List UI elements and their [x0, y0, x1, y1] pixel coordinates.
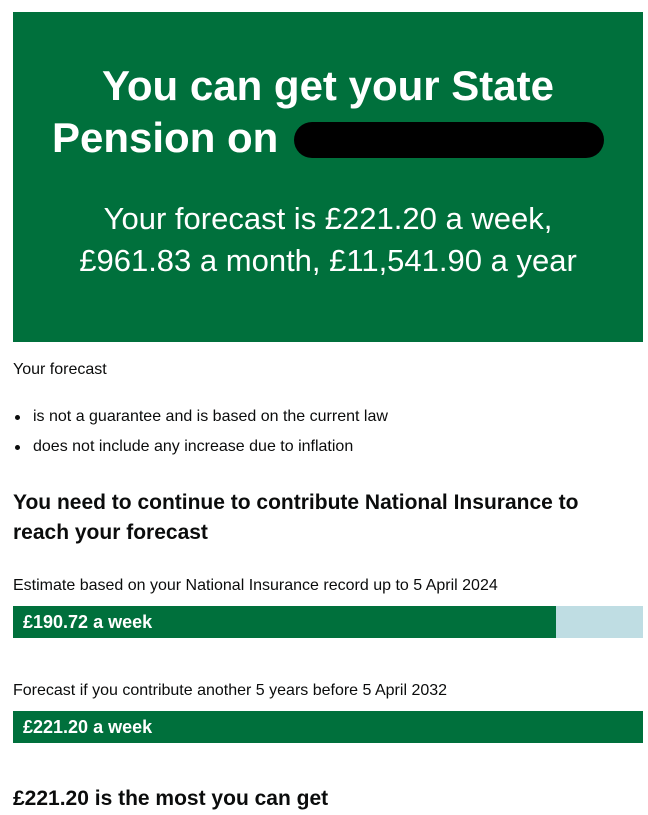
your-forecast-intro: Your forecast — [13, 361, 107, 378]
state-pension-date-heading — [13, 60, 643, 164]
forecast-amounts — [13, 198, 643, 282]
estimate-label: Estimate based on your National Insurance record up to 5 April 2024 — [13, 577, 498, 594]
forecast-bar-fill: £221.20 a week — [13, 711, 643, 743]
contribute-heading: You need to continue to contribute National Insurance to reach your forecast — [13, 491, 579, 544]
forecast-label: Forecast if you contribute another 5 years before 5 April 2032 — [13, 682, 448, 699]
estimate-bar — [13, 606, 643, 638]
maximum-amount-heading: £221.20 is the most you can get — [13, 787, 329, 810]
state-pension-heading-text: You can get your State Pension on — [51, 62, 554, 161]
redacted-date — [294, 122, 604, 158]
estimate-bar-fill: £190.72 a week — [13, 606, 556, 638]
caveat-item: is not a guarantee and is based on the current law — [13, 402, 388, 432]
forecast-monthly-yearly-line: £961.83 a month, £11,541.90 a year — [79, 243, 577, 278]
caveat-item: does not include any increase due to inflation — [13, 432, 388, 462]
forecast-caveats-list — [13, 402, 388, 462]
forecast-weekly-line: Your forecast is £221.20 a week, — [103, 201, 553, 236]
forecast-bar — [13, 711, 643, 743]
forecast-summary-panel — [13, 12, 643, 342]
